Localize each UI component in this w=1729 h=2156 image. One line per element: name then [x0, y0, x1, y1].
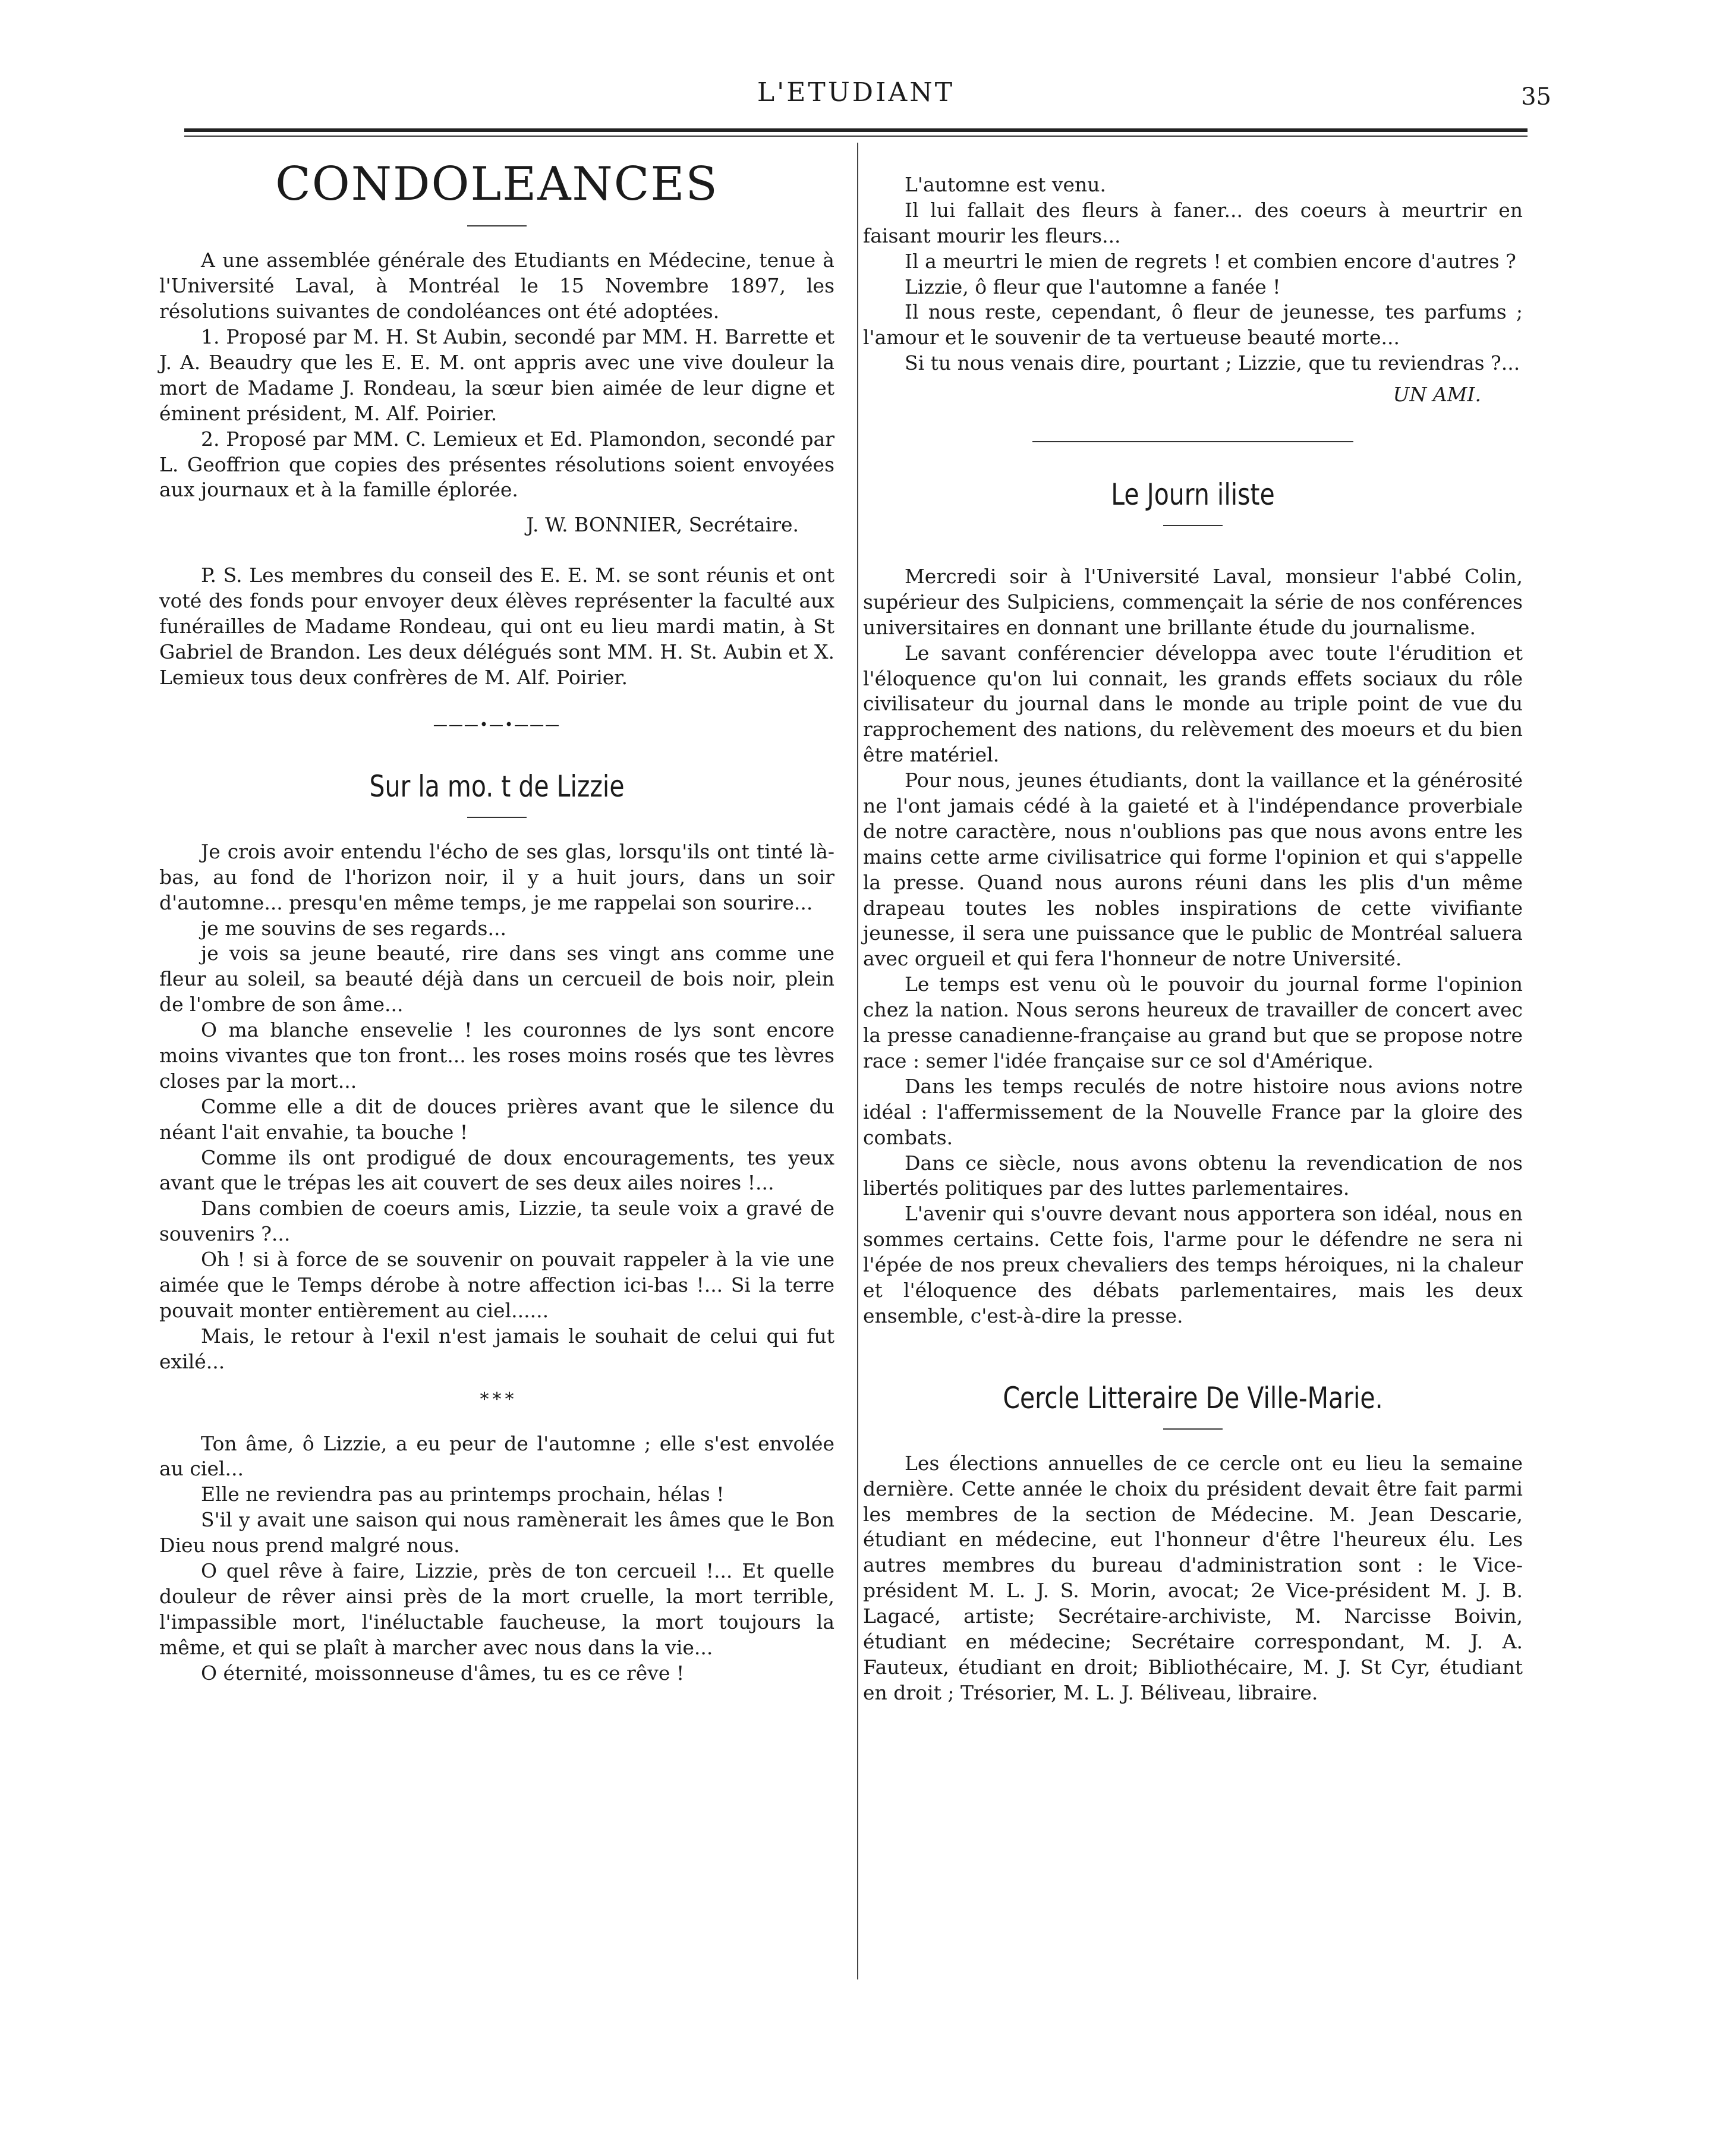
- journaliste-paragraph: Dans ce siècle, nous avons obtenu la revendication de nos libertés politiques par des luttes parlementaires.: [863, 1151, 1523, 1200]
- lizzie-signature: UN AMI.: [1393, 383, 1481, 407]
- lizzie-continued: Il lui fallait des fleurs à faner... des coeurs à meurtrir en faisant mourir les fleurs...: [863, 198, 1523, 247]
- lizzie-paragraph: Comme elle a dit de douces prières avant que le silence du néant l'ait envahie, ta bouche !: [159, 1094, 834, 1144]
- journaliste-title: Le Journ iliste: [1111, 477, 1275, 512]
- lizzie-paragraph: Oh ! si à force de se souvenir on pouvait rappeler à la vie une aimée que le Temps dérobe à notre affection ici-bas !... Si la terre pouvait monter entièrement au ciel......: [159, 1248, 834, 1322]
- journaliste-paragraph: L'avenir qui s'ouvre devant nous apportera son idéal, nous en sommes certains. Cette fois, l'arme pour le défendre ne sera ni l'épée de nos preux chevaliers des temps héroiques, ni la chaleur et l'éloquence des débats parlementaires, mais les deux ensemble, c'est-à-dire la presse.: [863, 1202, 1523, 1327]
- section-separator: [1032, 441, 1353, 442]
- lizzie-paragraph: O quel rêve à faire, Lizzie, près de ton cercueil !... Et quelle douleur de rêver ainsi près de la mort cruelle, la mort terrible, l'impassible mort, l'inéluctable faucheuse, la mort toujours la même, et qui se plaît à marcher avec nous dans la vie...: [159, 1559, 834, 1659]
- header-rule-thin: [184, 136, 1528, 137]
- section-separator: ———•—•———: [433, 716, 561, 733]
- condoleances-ps: P. S. Les membres du conseil des E. E. M. se sont réunis et ont voté des fonds pour envoyer deux élèves représenter la faculté aux funérailles de Madame Rondeau, qui ont eu lieu mardi matin, à St Gabriel de Brandon. Les deux délégués sont MM. H. St. Aubin et X. Lemieux tous deux confrères de M. Alf. Poirier.: [159, 564, 834, 689]
- lizzie-paragraph: Dans combien de coeurs amis, Lizzie, ta seule voix a gravé de souvenirs ?...: [159, 1197, 834, 1246]
- lizzie-paragraph: O éternité, moissonneuse d'âmes, tu es ce rêve !: [201, 1661, 685, 1685]
- lizzie-paragraph: S'il y avait une saison qui nous ramènerait les âmes que le Bon Dieu nous prend malgré nous.: [159, 1508, 834, 1557]
- lizzie-paragraph: Mais, le retour à l'exil n'est jamais le souhait de celui qui fut exilé...: [159, 1324, 834, 1373]
- page-number: 35: [1521, 83, 1551, 111]
- lizzie-title: Sur la mo. t de Lizzie: [369, 769, 625, 804]
- lizzie-paragraph: Comme ils ont prodigué de doux encouragements, tes yeux avant que le trépas les ait couvert de ses deux ailes noires !...: [159, 1145, 834, 1195]
- title-rule: [467, 225, 527, 226]
- journal-title: L'ETUDIANT: [757, 77, 955, 108]
- title-rule: [1163, 1428, 1223, 1430]
- lizzie-continued: Il a meurtri le mien de regrets ! et combien encore d'autres ?: [905, 249, 1516, 273]
- lizzie-paragraph: Je crois avoir entendu l'écho de ses glas, lorsqu'ils ont tinté là-bas, au fond de l'horizon noir, il y a huit jours, dans un soir d'automne... presqu'en même temps, je me rappelai son sourire...: [159, 839, 834, 914]
- left-column: [159, 155, 834, 1686]
- journaliste-paragraph: Le savant conférencier développa avec toute l'érudition et l'éloquence qu'on lui connait, les grands effets sociaux du rôle civilisateur du journal dans le monde au triple point de vue du rapprochement des nations, du relèvement des moeurs et du bien être matériel.: [863, 641, 1523, 767]
- title-rule: [1163, 525, 1223, 526]
- condoleances-title: CONDOLEANCES: [275, 158, 719, 211]
- condoleances-intro: A une assemblée générale des Etudiants en Médecine, tenue à l'Université Laval, à Montréal le 15 Novembre 1897, les résolutions suivantes de condoléances ont été adoptées.: [159, 248, 834, 323]
- lizzie-continued: L'automne est venu.: [905, 173, 1106, 196]
- journaliste-paragraph: Mercredi soir à l'Université Laval, monsieur l'abbé Colin, supérieur des Sulpiciens, commençait la série de nos conférences universitaires en donnant une brillante étude du journalisme.: [863, 565, 1523, 639]
- journaliste-paragraph: Dans les temps reculés de notre histoire nous avions notre idéal : l'affermissement de la Nouvelle France par la gloire des combats.: [863, 1074, 1523, 1149]
- lizzie-paragraph: O ma blanche ensevelie ! les couronnes de lys sont encore moins vivantes que ton front... les roses moins rosés que tes lèvres closes par la mort...: [159, 1018, 834, 1093]
- lizzie-paragraph: Elle ne reviendra pas au printemps prochain, hélas !: [201, 1483, 725, 1506]
- title-rule: [467, 817, 527, 818]
- right-column: [863, 172, 1523, 1706]
- lizzie-continued: Lizzie, ô fleur que l'automne a fanée !: [905, 275, 1281, 298]
- cercle-title: Cercle Litteraire De Ville-Marie.: [1003, 1380, 1383, 1415]
- header-rule-thick: [184, 128, 1528, 132]
- journaliste-paragraph: Le temps est venu où le pouvoir du journal forme l'opinion chez la nation. Nous serons heureux de travailler de concert avec la presse canadienne-française au grand but que se propose notre race : semer l'idée française sur ce sol d'Amérique.: [863, 972, 1523, 1072]
- page-header: [184, 77, 1551, 113]
- asterism: * * *: [480, 1389, 514, 1410]
- resolution-2: 2. Proposé par MM. C. Lemieux et Ed. Plamondon, secondé par L. Geoffrion que copies des présentes résolutions soient envoyées aux journaux et à la famille éplorée.: [159, 427, 834, 502]
- lizzie-paragraph: Ton âme, ô Lizzie, a eu peur de l'automne ; elle s'est envolée au ciel...: [159, 1431, 834, 1481]
- cercle-paragraph: Les élections annuelles de ce cercle ont eu lieu la semaine dernière. Cette année le choix du président devait être fait parmi les membres de la section de Médecine. M. Jean Descarie, étudiant en médecine, eut l'honneur d'être l'heureux élu. Les autres membres du bureau d'administration sont : le Vice-président M. L. J. S. Morin, avocat; 2e Vice-président M. J. B. Lagacé, artiste; Secrétaire-archiviste, M. Narcisse Boivin, étudiant en médecine; Secrétaire correspondant, M. J. A. Fauteux, étudiant en droit; Bibliothécaire, M. J. St Cyr, étudiant en droit ; Trésorier, M. L. J. Béliveau, libraire.: [863, 1451, 1523, 1704]
- column-divider: [857, 143, 858, 1979]
- secretary-signature: J. W. BONNIER, Secrétaire.: [526, 513, 799, 537]
- lizzie-continued: Il nous reste, cependant, ô fleur de jeunesse, tes parfums ; l'amour et le souvenir de ta vertueuse beauté morte...: [863, 300, 1523, 350]
- lizzie-continued: Si tu nous venais dire, pourtant ; Lizzie, que tu reviendras ?...: [905, 351, 1520, 375]
- lizzie-paragraph: je vois sa jeune beauté, rire dans ses vingt ans comme une fleur au soleil, sa beauté déjà dans un cercueil de bois noir, plein de l'ombre de son âme...: [159, 942, 834, 1016]
- journaliste-paragraph: Pour nous, jeunes étudiants, dont la vaillance et la générosité ne l'ont jamais cédé à la gaieté et à l'indépendance proverbiale de notre caractère, nous n'oublions pas que nous avons entre les mains cette arme civilisatrice qui forme l'opinion et qui s'appelle la presse. Quand nous aurons réuni dans les plis d'un même drapeau toutes les nobles inspirations de cette vivifiante jeunesse, il sera une puissance que le public de Montréal saluera avec orgueil et qui fera l'honneur de notre Université.: [863, 769, 1523, 971]
- lizzie-paragraph: je me souvins de ses regards...: [201, 916, 506, 940]
- resolution-1: 1. Proposé par M. H. St Aubin, secondé par MM. H. Barrette et J. A. Beaudry que les E. E. M. ont appris avec une vive douleur la mort de Madame J. Rondeau, la sœur bien aimée de leur digne et éminent président, M. Alf. Poirier.: [159, 325, 834, 425]
